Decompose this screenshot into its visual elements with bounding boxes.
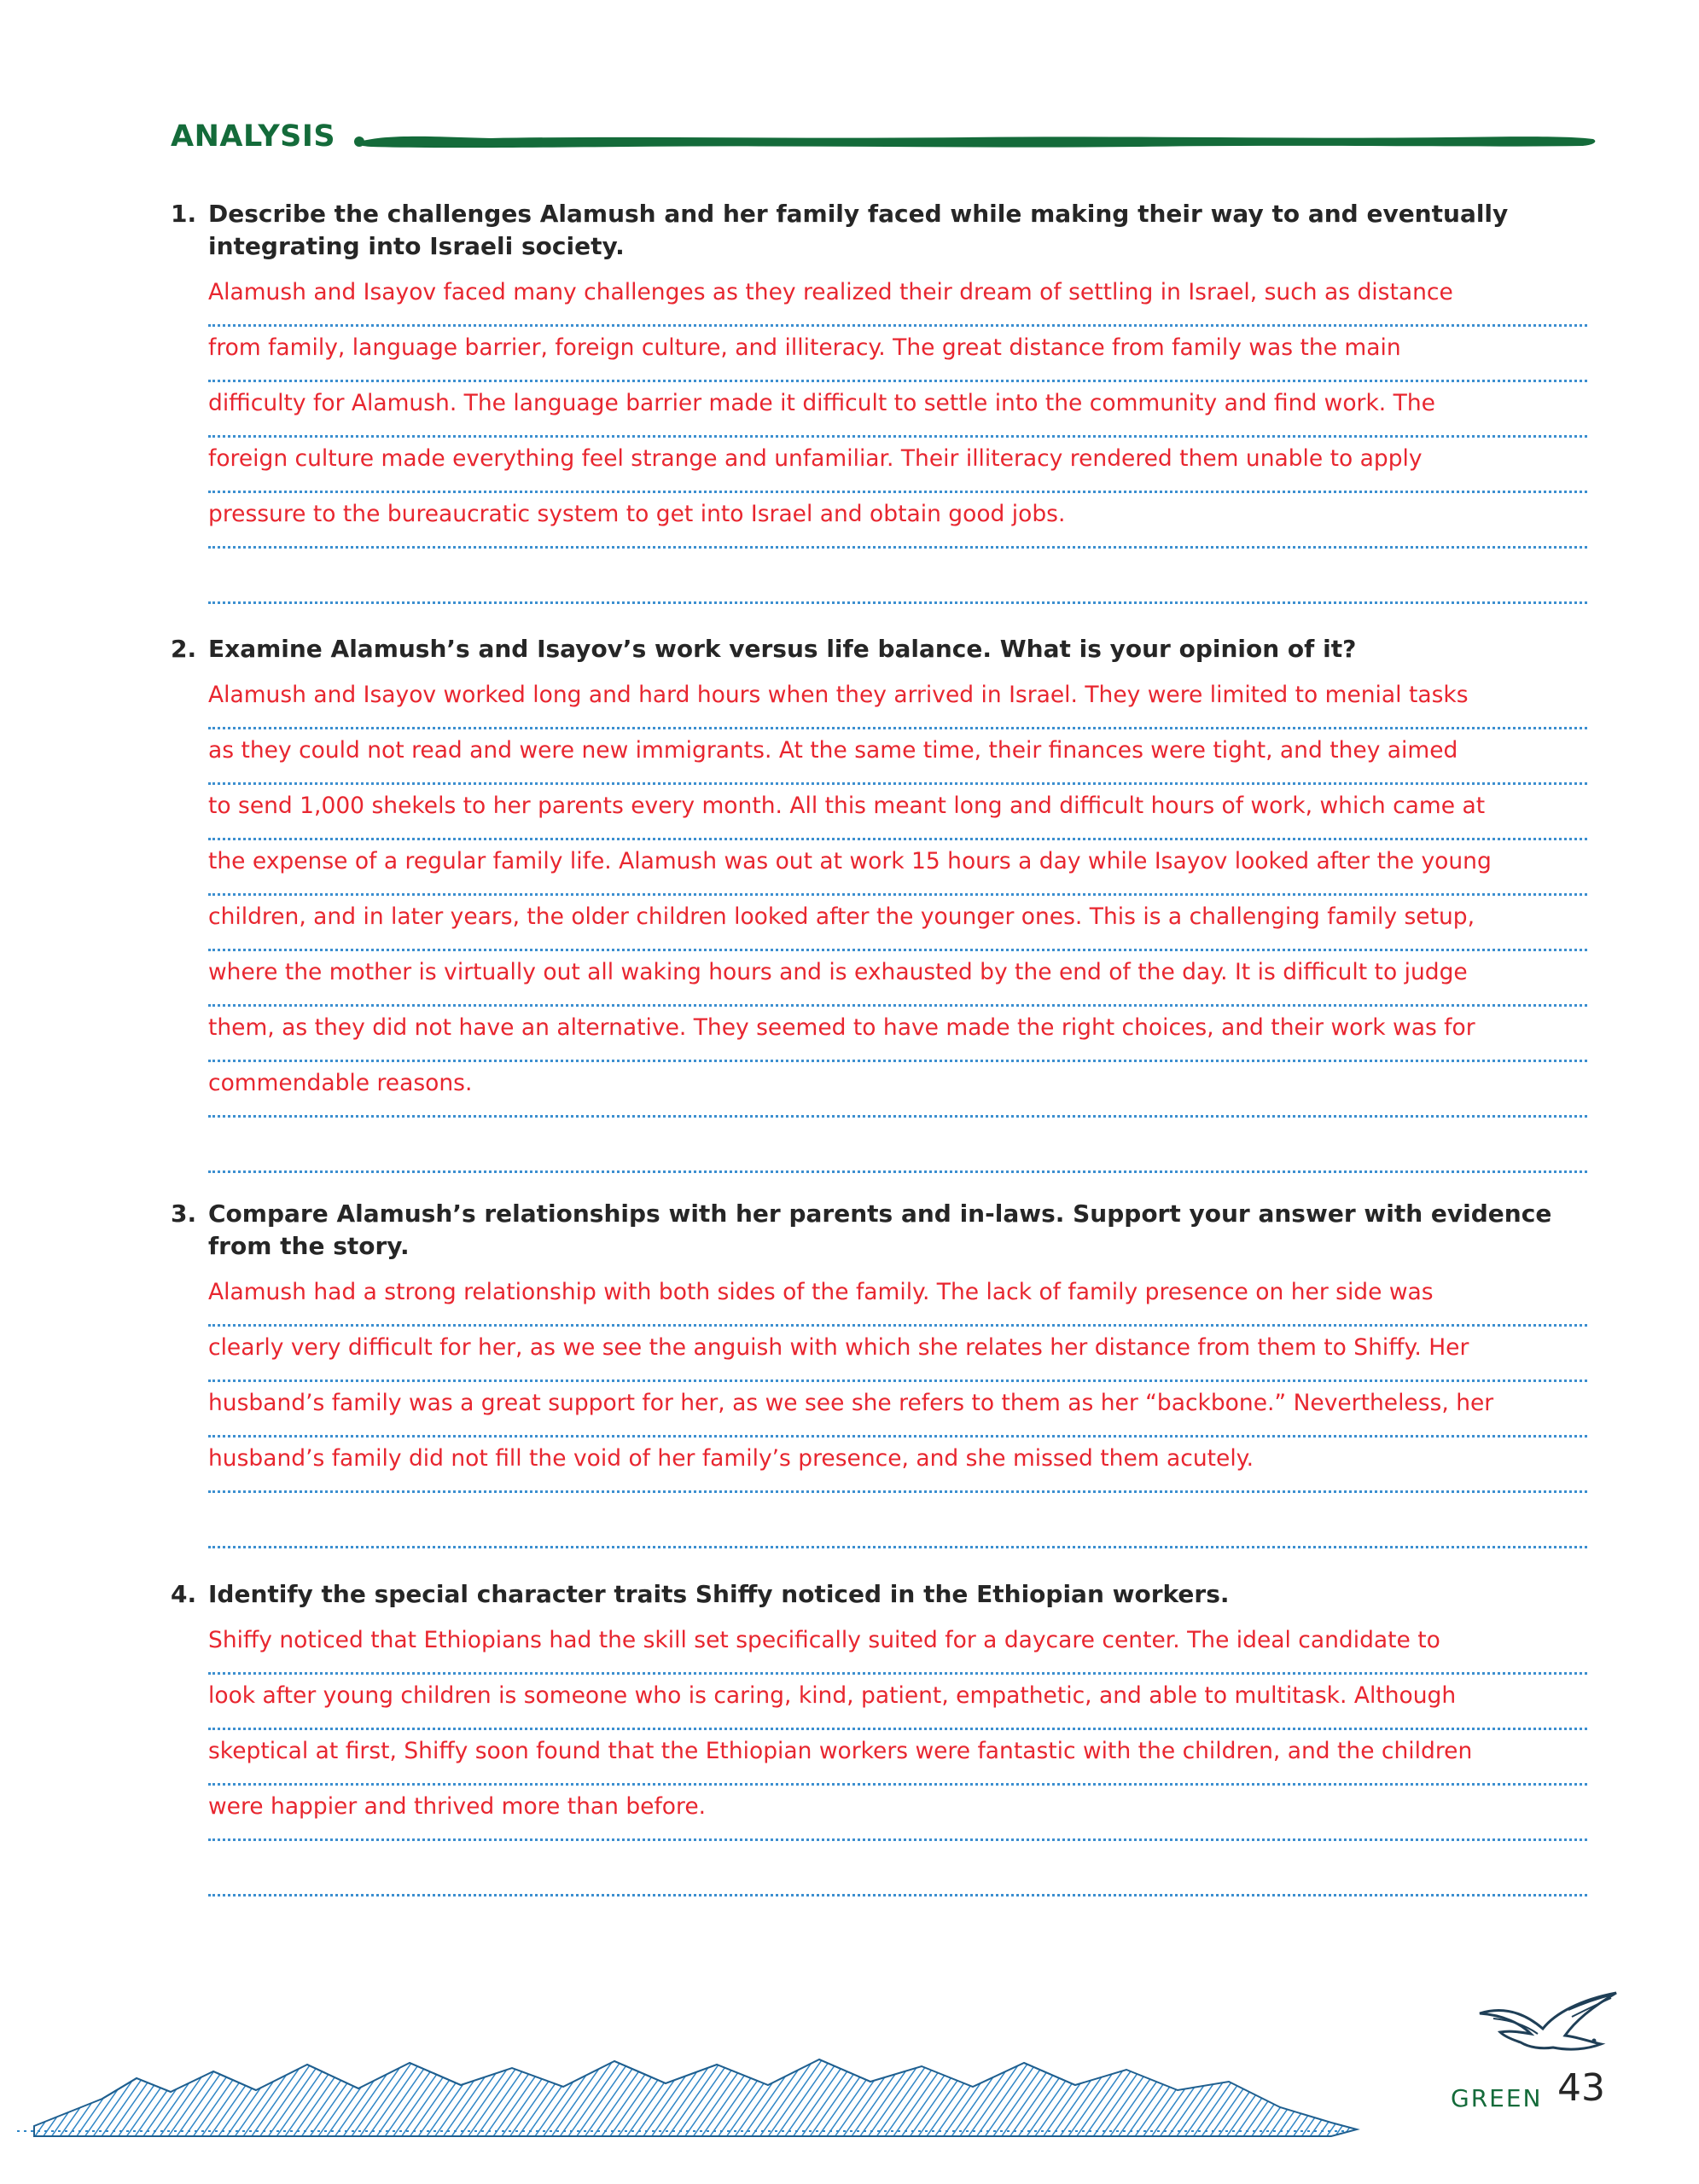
answer-block — [208, 674, 1587, 1173]
question-number: 2. — [171, 635, 197, 663]
question-number: 3. — [171, 1199, 197, 1228]
answer-line[interactable] — [208, 1841, 1587, 1896]
answer-line[interactable]: as they could not read and were new immigrants. At the same time, their finances were tight, and they aimed — [208, 729, 1587, 785]
mountain-waves-illustration — [0, 2030, 1365, 2150]
brush-stroke — [354, 131, 1600, 152]
answer-line[interactable]: them, as they did not have an alternative. They seemed to have made the right choices, and their work was for — [208, 1007, 1587, 1062]
question-prompt: Examine Alamush’s and Isayov’s work versus life balance. What is your opinion of it? — [208, 635, 1357, 663]
answer-line[interactable]: children, and in later years, the older children looked after the younger ones. This is a challenging family setup, — [208, 896, 1587, 951]
answer-line[interactable]: to send 1,000 shekels to her parents every month. All this meant long and difficult hours of work, which came at — [208, 785, 1587, 840]
question-prompt: Compare Alamush’s relationships with her parents and in-laws. Support your answer with evidence from the story. — [208, 1199, 1552, 1260]
question-4 — [171, 1578, 1587, 1896]
answer-line[interactable]: Shiffy noticed that Ethiopians had the skill set specifically suited for a daycare center. The ideal candidate to — [208, 1619, 1587, 1675]
seagull-icon — [1476, 1988, 1621, 2065]
answer-line[interactable] — [208, 1493, 1587, 1548]
answer-line[interactable]: were happier and thrived more than before. — [208, 1786, 1587, 1841]
answer-line[interactable] — [208, 1118, 1587, 1173]
section-title: ANALYSIS — [171, 119, 336, 154]
question-prompt: Identify the special character traits Shiffy noticed in the Ethiopian workers. — [208, 1580, 1230, 1608]
answer-line[interactable] — [208, 549, 1587, 604]
answer-line[interactable]: from family, language barrier, foreign culture, and illiteracy. The great distance from family was the main — [208, 327, 1587, 382]
answer-block — [208, 1271, 1587, 1548]
answer-line[interactable]: Alamush had a strong relationship with both sides of the family. The lack of family presence on her side was — [208, 1271, 1587, 1327]
question-number: 4. — [171, 1580, 197, 1608]
answer-line[interactable]: commendable reasons. — [208, 1062, 1587, 1118]
answer-line[interactable]: skeptical at first, Shiffy soon found that the Ethiopian workers were fantastic with the children, and the children — [208, 1730, 1587, 1786]
question-prompt: Describe the challenges Alamush and her family faced while making their way to and eventually integrating into Israeli society. — [208, 200, 1509, 260]
answer-line[interactable]: where the mother is virtually out all waking hours and is exhausted by the end of the day. It is difficult to judge — [208, 951, 1587, 1007]
answer-block — [208, 271, 1587, 604]
answer-block — [208, 1619, 1587, 1896]
answer-line[interactable]: clearly very difficult for her, as we see the anguish with which she relates her distance from them to Shiffy. Her — [208, 1327, 1587, 1382]
page-number: 43 — [1557, 2066, 1605, 2110]
question-2 — [171, 633, 1587, 1173]
answer-line[interactable]: Alamush and Isayov faced many challenges as they realized their dream of settling in Israel, such as distance — [208, 271, 1587, 327]
answer-line[interactable]: foreign culture made everything feel strange and unfamiliar. Their illiteracy rendered them unable to apply — [208, 438, 1587, 493]
footer-label: GREEN — [1451, 2084, 1543, 2112]
answer-line[interactable]: difficulty for Alamush. The language barrier made it difficult to settle into the community and find work. The — [208, 382, 1587, 438]
answer-line[interactable]: husband’s family did not fill the void of her family’s presence, and she missed them acutely. — [208, 1438, 1587, 1493]
answer-line[interactable]: husband’s family was a great support for her, as we see she refers to them as her “backbone.” Nevertheless, her — [208, 1382, 1587, 1438]
question-number: 1. — [171, 200, 197, 228]
answer-line[interactable]: Alamush and Isayov worked long and hard hours when they arrived in Israel. They were limited to menial tasks — [208, 674, 1587, 729]
question-3 — [171, 1198, 1587, 1548]
answer-line[interactable]: look after young children is someone who is caring, kind, patient, empathetic, and able to multitask. Although — [208, 1675, 1587, 1730]
question-1 — [171, 198, 1587, 604]
answer-line[interactable]: the expense of a regular family life. Alamush was out at work 15 hours a day while Isayov looked after the young — [208, 840, 1587, 896]
answer-line[interactable]: pressure to the bureaucratic system to get into Israel and obtain good jobs. — [208, 493, 1587, 549]
